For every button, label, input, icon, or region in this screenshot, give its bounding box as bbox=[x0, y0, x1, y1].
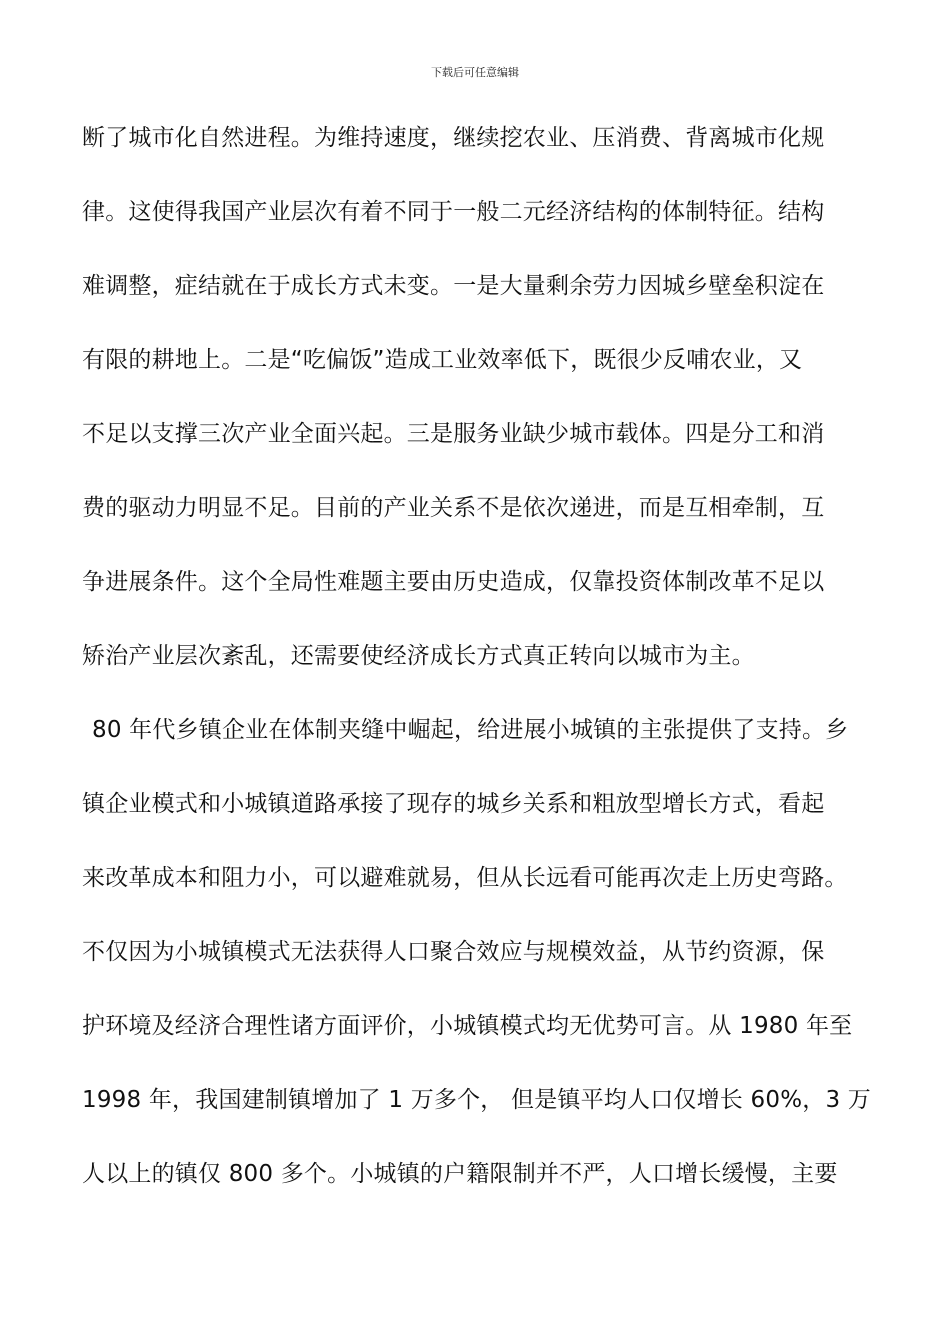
text-line: 人以上的镇仅 800 多个。小城镇的户籍限制并不严，人口增长缓慢，主要 bbox=[82, 1161, 838, 1187]
text-line: 争进展条件。这个全局性难题主要由历史造成，仅靠投资体制改革不足以 bbox=[82, 569, 825, 595]
text-line: 1998 年，我国建制镇增加了 1 万多个， 但是镇平均人口仅增长 60%，3 万 bbox=[82, 1087, 871, 1113]
text-line: 不足以支撑三次产业全面兴起。三是服务业缺少城市载体。四是分工和消 bbox=[82, 421, 825, 447]
text-line: 律。这使得我国产业层次有着不同于一般二元经济结构的体制特征。结构 bbox=[82, 199, 825, 225]
text-line: 难调整，症结就在于成长方式未变。一是大量剩余劳力因城乡壁垒积淀在 bbox=[82, 273, 825, 299]
text-line: 矫治产业层次紊乱，还需要使经济成长方式真正转向以城市为主。 bbox=[82, 643, 755, 669]
text-line: 有限的耕地上。二是“吃偏饭”造成工业效率低下，既很少反哺农业，又 bbox=[82, 347, 803, 373]
text-line: 来改革成本和阻力小，可以避难就易，但从长远看可能再次走上历史弯路。 bbox=[82, 865, 848, 891]
paragraph-start-line: 80 年代乡镇企业在体制夹缝中崛起，给进展小城镇的主张提供了支持。乡 bbox=[92, 717, 849, 743]
body-text bbox=[82, 118, 872, 1228]
text-line: 断了城市化自然进程。为维持速度，继续挖农业、压消费、背离城市化规 bbox=[82, 125, 825, 151]
text-line: 不仅因为小城镇模式无法获得人口聚合效应与规模效益，从节约资源，保 bbox=[82, 939, 825, 965]
text-line: 护环境及经济合理性诸方面评价，小城镇模式均无优势可言。从 1980 年至 bbox=[82, 1013, 853, 1039]
text-line: 镇企业模式和小城镇道路承接了现存的城乡关系和粗放型增长方式，看起 bbox=[82, 791, 825, 817]
page-header: 下载后可任意编辑 bbox=[431, 66, 519, 79]
text-line: 费的驱动力明显不足。目前的产业关系不是依次递进，而是互相牵制，互 bbox=[82, 495, 825, 521]
